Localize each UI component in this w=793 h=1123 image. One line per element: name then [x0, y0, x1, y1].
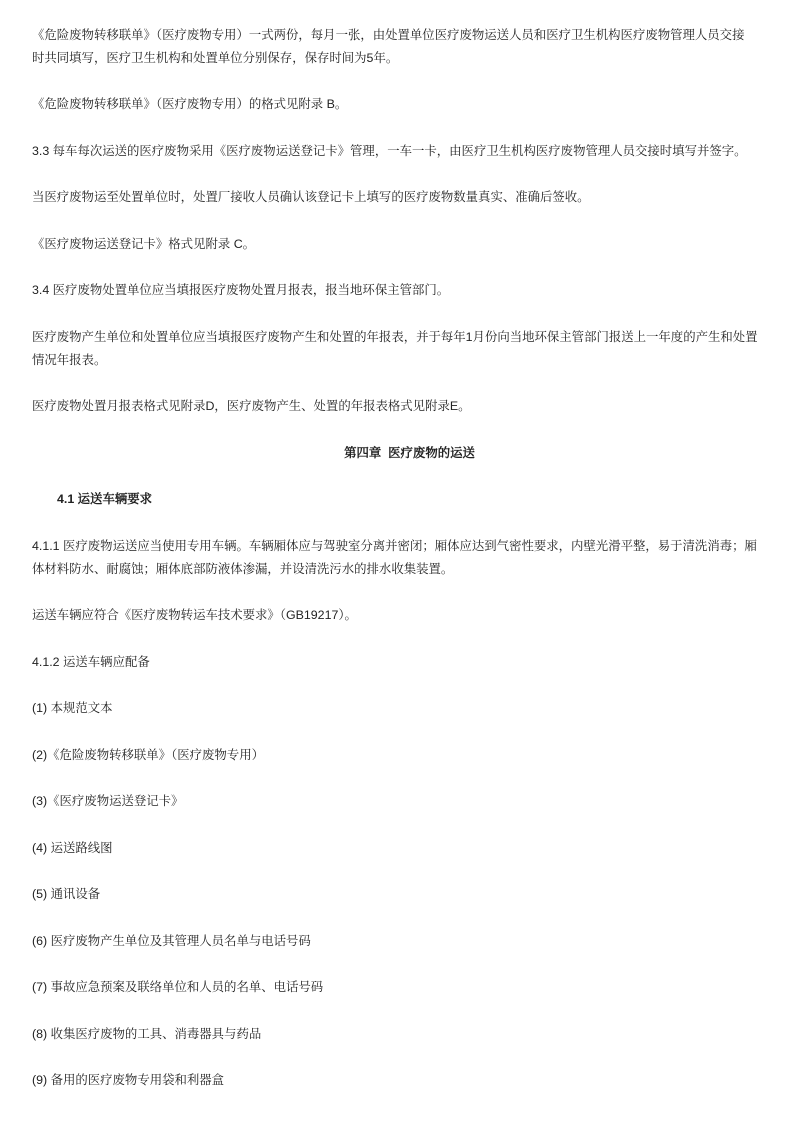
list-item-text: (1) 本规范文本 [32, 701, 113, 715]
list-item-text: (8) 收集医疗废物的工具、消毒器具与药品 [32, 1026, 262, 1041]
paragraph-3-3 [32, 140, 762, 163]
paragraph-line: 4.1.1 医疗废物运送应当使用专用车辆。车辆厢体应与驾驶室分离并密闭；厢体应达到气密性要求，内壁光滑平整，易于清洗消毒；厢 [32, 538, 757, 553]
list-item-text: (3)《医疗废物运送登记卡》 [32, 794, 184, 808]
paragraph-line: 当医疗废物运至处置单位时，处置厂接收人员确认该登记卡上填写的医疗废物数量真实、准确后签收。 [32, 190, 590, 204]
paragraph-line: 体材料防水、耐腐蚀；厢体底部防液体渗漏，并设清洗污水的排水收集装置。 [32, 561, 454, 576]
list-item-text: (6) 医疗废物产生单位及其管理人员名单与电话号码 [32, 933, 311, 948]
paragraph-line: 《危险废物转移联单》（医疗废物专用）的格式见附录 B。 [32, 97, 348, 111]
list-item [32, 1023, 762, 1046]
paragraph-line: 《危险废物转移联单》（医疗废物专用）一式两份，每月一张，由处置单位医疗废物运送人员和医疗卫生机构医疗废物管理人员交接 [32, 27, 745, 42]
paragraph-receipt [32, 186, 762, 209]
list-item [32, 883, 762, 906]
paragraph-line: 医疗废物处置月报表格式见附录D，医疗废物产生、处置的年报表格式见附录E。 [32, 399, 471, 413]
section-heading: 4.1 运送车辆要求 [57, 492, 153, 506]
list-item [32, 744, 762, 767]
paragraph-card-format [32, 233, 762, 256]
list-item [32, 837, 762, 860]
paragraph-3-4 [32, 279, 762, 302]
paragraph-line: 时共同填写，医疗卫生机构和处置单位分别保存，保存时间为5年。 [32, 50, 399, 65]
paragraph-line: 3.3 每车每次运送的医疗废物采用《医疗废物运送登记卡》管理，一车一卡，由医疗卫生机构医疗废物管理人员交接时填写并签字。 [32, 143, 747, 158]
list-item-text: (4) 运送路线图 [32, 840, 113, 855]
paragraph-line: 3.4 医疗废物处置单位应当填报医疗废物处置月报表，报当地环保主管部门。 [32, 283, 450, 297]
paragraph-line: 医疗废物产生单位和处置单位应当填报医疗废物产生和处置的年报表，并于每年1月份向当地环保主管部门报送上一年度的产生和处置 [32, 329, 758, 344]
paragraph-vehicle-standard [32, 604, 762, 627]
list-item [32, 930, 762, 953]
list-item-text: (9) 备用的医疗废物专用袋和利器盒 [32, 1073, 225, 1087]
list-item-text: (2)《危险废物转移联单》（医疗废物专用） [32, 747, 264, 762]
list-item [32, 1069, 762, 1092]
list-item [32, 976, 762, 999]
paragraph-line: 《医疗废物运送登记卡》格式见附录 C。 [32, 236, 256, 251]
list-item-text: (5) 通讯设备 [32, 887, 101, 901]
paragraph-line: 4.1.2 运送车辆应配备 [32, 654, 150, 669]
paragraph-transfer-form-format [32, 93, 762, 116]
list-item-text: (7) 事故应急预案及联络单位和人员的名单、电话号码 [32, 980, 324, 994]
paragraph-4-1-2 [32, 651, 762, 674]
paragraph-transfer-form [32, 24, 762, 70]
list-item [32, 790, 762, 813]
list-item [32, 697, 762, 720]
paragraph-annual-report [32, 326, 762, 372]
paragraph-line: 情况年报表。 [32, 352, 107, 367]
paragraph-line: 运送车辆应符合《医疗废物转运车技术要求》（GB19217）。 [32, 608, 357, 622]
paragraph-report-formats [32, 395, 762, 418]
chapter-heading: 第四章 医疗废物的运送 [344, 445, 475, 460]
paragraph-4-1-1 [32, 535, 762, 581]
